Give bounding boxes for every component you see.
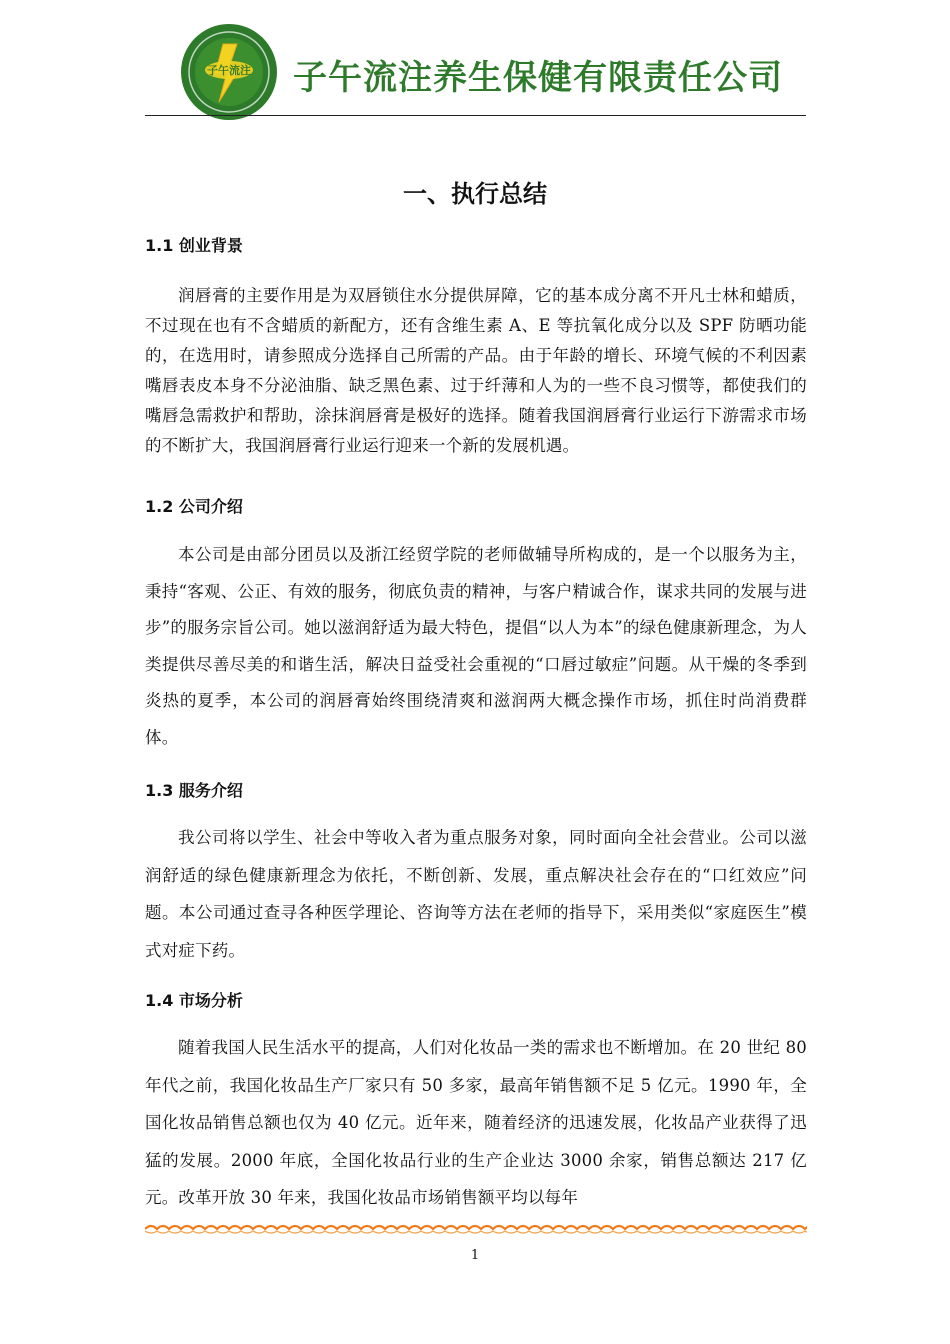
page-number: 1	[470, 1248, 480, 1263]
page-title: 一、执行总结	[403, 180, 547, 208]
header-divider	[145, 115, 806, 116]
logo-text: 子午流注	[207, 64, 251, 77]
section-text-company: 本公司是由部分团员以及浙江经贸学院的老师做辅导所构成的，是一个以服务为主，秉持“客观、公正、有效的服务，彻底负责的精神，与客户精诚合作，谋求共同的发展与进步”的服务宗旨公司。她以滋润舒适为最大特色，提倡“以人为本”的绿色健康新理念，为人类提供尽善尽美的和谐生活，解决日益受社会重视的“口唇过敏症”问题。从干燥的冬季到炎热的夏季，本公司的润唇膏始终围绕清爽和滋润两大概念操作市场，抓住时尚消费群体。	[145, 545, 807, 747]
company-name: 子午流注养生保健有限责任公司	[293, 58, 783, 98]
section-text-service: 我公司将以学生、社会中等收入者为重点服务对象，同时面向全社会营业。公司以滋润舒适的绿色健康新理念为依托，不断创新、发展，重点解决社会存在的“口红效应”问题。本公司通过查寻各种医学理论、咨询等方法在老师的指导下，采用类似“家庭医生”模式对症下药。	[145, 828, 807, 961]
page-header	[145, 22, 806, 117]
section-text-market: 随着我国人民生活水平的提高，人们对化妆品一类的需求也不断增加。在 20 世纪 80 年代之前，我国化妆品生产厂家只有 50 多家，最高年销售额不足 5 亿元。1990 年，全国化妆品销售总额也仅为 40 亿元。近年来，随着经济的迅速发展，化妆品产业获得了迅猛的发展。2000 年底，全国化妆品行业的生产企业达 3000 余家，销售总额达 217 亿元。改革开放 30 年来，我国化妆品市场销售额平均以每年	[145, 1038, 807, 1208]
section-text-background: 润唇膏的主要作用是为双唇锁住水分提供屏障，它的基本成分离不开凡士林和蜡质，不过现在也有不含蜡质的新配方，还有含维生素 A、E 等抗氧化成分以及 SPF 防晒功能的，在选用时，请参照成分选择自己所需的产品。由于年龄的增长、环境气候的不利因素嘴唇表皮本身不分泌油脂、缺乏黑色素、过于纤薄和人为的一些不良习惯等，都使我们的嘴唇急需救护和帮助，涂抹润唇膏是极好的选择。随着我国润唇膏行业运行下游需求市场的不断扩大，我国润唇膏行业运行迎来一个新的发展机遇。	[145, 286, 807, 455]
section-heading-company: 1.2 公司介绍	[145, 497, 243, 516]
section-heading-background: 1.1 创业背景	[145, 236, 243, 255]
company-logo	[179, 22, 279, 122]
section-heading-service: 1.3 服务介绍	[145, 781, 243, 800]
section-heading-market: 1.4 市场分析	[145, 991, 243, 1010]
decorative-wave-divider	[145, 1222, 807, 1236]
